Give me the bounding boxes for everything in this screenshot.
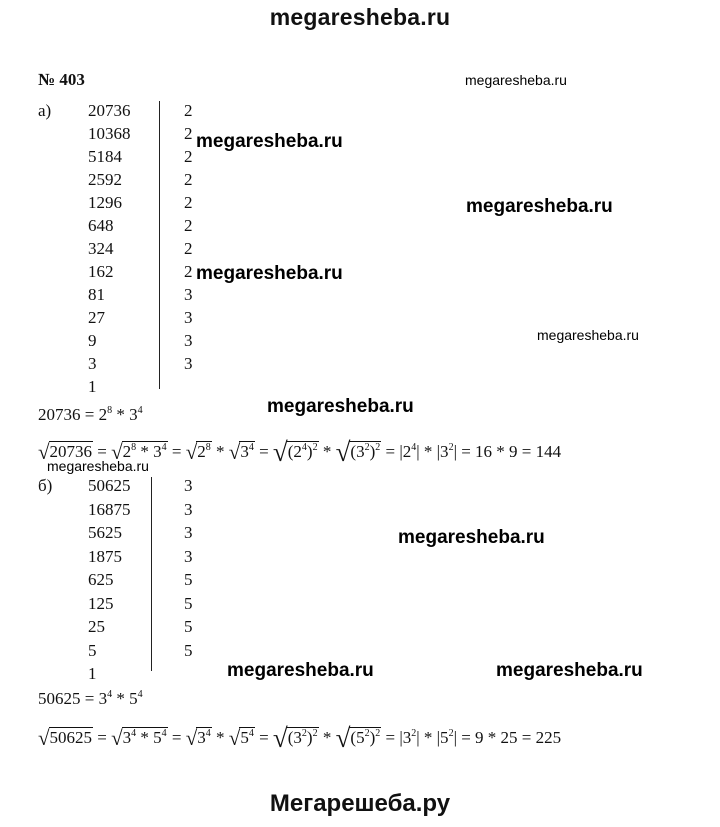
dividend: 25 xyxy=(88,617,105,636)
dividend: 2592 xyxy=(88,170,122,189)
divisor: 3 xyxy=(184,546,193,566)
problem-number: № 403 xyxy=(38,70,85,89)
exponent: 4 xyxy=(137,689,143,700)
dividend: 162 xyxy=(88,262,114,281)
result-mid: * 3 xyxy=(112,405,138,424)
watermark: megaresheba.ru xyxy=(227,660,374,681)
divisor: 3 xyxy=(184,499,193,519)
divisor: 3 xyxy=(184,308,193,327)
sqrt-equation: $√50625 = √3^4 * 5^4 = √3^4 * √5^4 = √(3^2)^2 * √(5^2)^2 = |3^2| * |5^2| = 9 * 25 = 225$ xyxy=(38,723,562,753)
dividend: 50625 xyxy=(88,476,131,495)
divisor: 3 xyxy=(184,331,193,350)
division-line xyxy=(159,101,160,389)
exponent: 8 xyxy=(107,405,113,416)
result-mid: * 5 xyxy=(112,689,138,708)
dividend: 625 xyxy=(88,570,114,589)
divisor: 5 xyxy=(184,640,193,660)
dividend: 125 xyxy=(88,593,114,613)
site-footer[interactable]: Мегарешеба.ру xyxy=(269,790,451,817)
divisor: 2 xyxy=(184,147,193,166)
watermark: megaresheba.ru xyxy=(537,327,639,343)
dividend: 10368 xyxy=(88,124,131,143)
radical: $√3^4$ xyxy=(185,726,211,750)
divisor: 2 xyxy=(184,170,193,189)
divisor: 5 xyxy=(184,617,193,636)
divisor: 3 xyxy=(184,523,193,542)
divisor: 5 xyxy=(184,593,193,613)
dividend: 324 xyxy=(88,239,114,258)
radical: √50625 xyxy=(38,726,93,750)
divisor: 2 xyxy=(184,262,193,281)
dividend: 1 xyxy=(88,664,97,683)
dividend: 9 xyxy=(88,331,97,350)
radical: √20736 xyxy=(38,440,93,464)
dividend: 16875 xyxy=(88,499,131,519)
site-header[interactable]: megaresheba.ru xyxy=(269,4,451,30)
divisor: 2 xyxy=(184,124,193,143)
dividend: 27 xyxy=(88,308,105,327)
divisor: 2 xyxy=(184,101,193,120)
watermark: megaresheba.ru xyxy=(398,527,545,548)
exponent: 4 xyxy=(107,689,113,700)
watermark: megaresheba.ru xyxy=(466,196,613,217)
divisor: 5 xyxy=(184,570,193,589)
part-a-label: а) xyxy=(38,101,52,120)
dividend: 1875 xyxy=(88,546,122,566)
result-lhs: 20736 = 2 xyxy=(38,405,108,424)
watermark: megaresheba.ru xyxy=(196,263,343,284)
radical: $√(2^4)^2$ xyxy=(272,437,318,467)
radical: $√3^4$ xyxy=(228,440,254,464)
divisor: 3 xyxy=(184,476,193,495)
result-lhs: 50625 = 3 xyxy=(38,689,108,708)
dividend: 1 xyxy=(88,377,97,396)
radical: $√(5^2)^2$ xyxy=(335,723,381,753)
radical: $√(3^2)^2$ xyxy=(335,437,381,467)
watermark: megaresheba.ru xyxy=(496,660,643,681)
dividend: 3 xyxy=(88,354,97,373)
dividend: 20736 xyxy=(88,101,131,120)
watermark: megaresheba.ru xyxy=(47,458,149,474)
watermark: megaresheba.ru xyxy=(267,396,414,417)
division-line xyxy=(151,477,152,671)
dividend: 81 xyxy=(88,285,105,304)
dividend: 5625 xyxy=(88,523,122,542)
dividend: 648 xyxy=(88,216,114,235)
divisor: 2 xyxy=(184,216,193,235)
factorization-result xyxy=(38,405,143,425)
radical: $√5^4$ xyxy=(228,726,254,750)
part-b-label: б) xyxy=(38,476,53,495)
divisor: 2 xyxy=(184,193,193,212)
radical: $√2^8 * 3^4$ xyxy=(111,440,167,464)
dividend: 5184 xyxy=(88,147,122,166)
factorization-result xyxy=(38,689,143,709)
divisor: 3 xyxy=(184,354,193,373)
divisor: 2 xyxy=(184,239,193,258)
divisor: 3 xyxy=(184,285,193,304)
radical: $√3^4 * 5^4$ xyxy=(111,726,167,750)
radical: $√(3^2)^2$ xyxy=(272,723,318,753)
dividend: 5 xyxy=(88,640,97,660)
radical: $√2^8$ xyxy=(185,440,211,464)
watermark: megaresheba.ru xyxy=(465,72,567,88)
watermark: megaresheba.ru xyxy=(196,131,343,152)
dividend: 1296 xyxy=(88,193,122,212)
sqrt-equation: $√20736 = √2^8 * 3^4 = √2^8 * √3^4 = √(2^4)^2 * √(3^2)^2 = |2^4| * |3^2| = 16 * 9 = 144$ xyxy=(38,437,562,467)
exponent: 4 xyxy=(137,405,143,416)
